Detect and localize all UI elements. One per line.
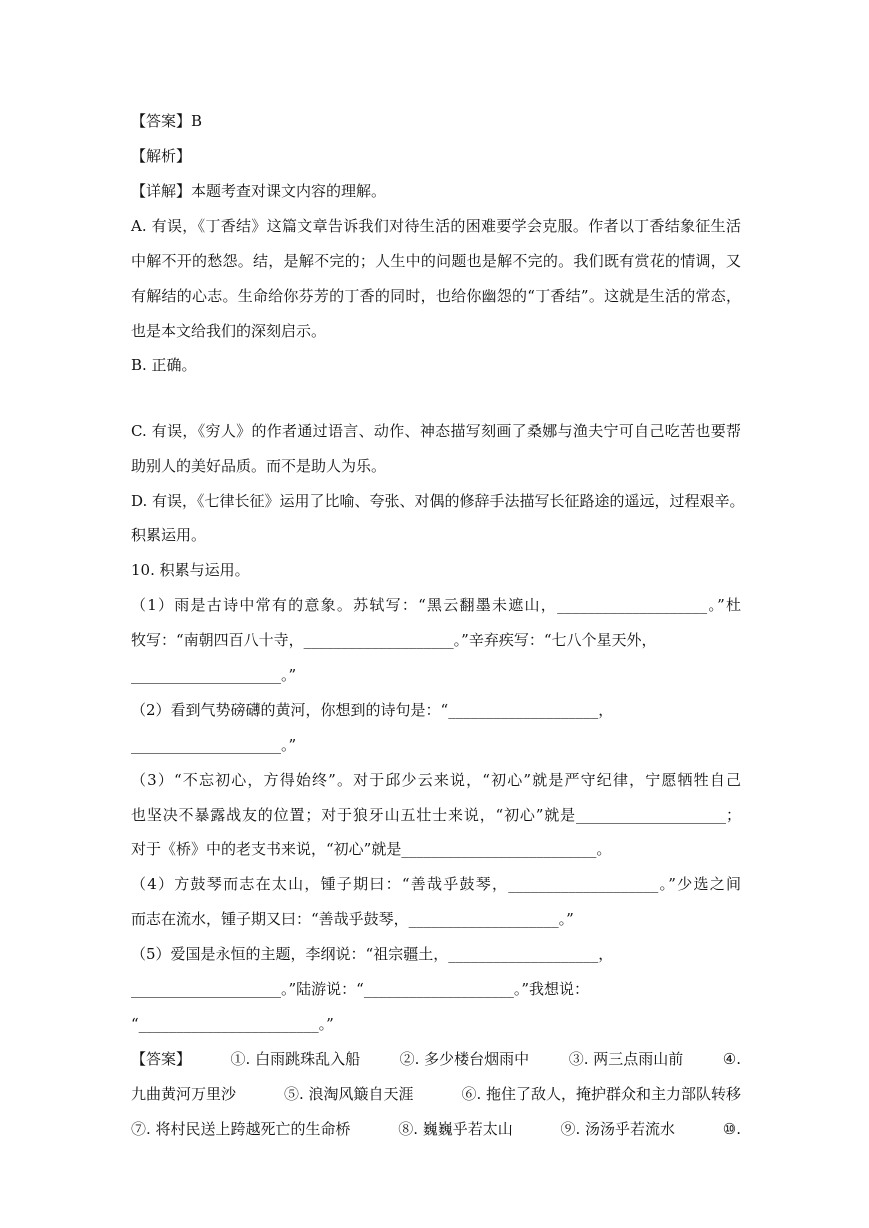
answer-row-1 <box>131 1048 741 1070</box>
answer-item-9: ⑨. 汤汤乎若流水 <box>560 1120 676 1138</box>
answer-item-10-number: ⑩. <box>722 1120 741 1138</box>
option-d-line-1: D. 有误，《七律长征》运用了比喻、夸张、对偶的修辞手法描写长征路途的遥远，过程艰辛。 <box>131 492 745 510</box>
q10-1-line-3: ____________________。” <box>131 666 297 684</box>
answer-row-2 <box>131 1083 741 1105</box>
q10-2-line-1: （2）看到气势磅礴的黄河，你想到的诗句是：“____________________， <box>131 701 614 719</box>
answer-item-8: ⑧. 巍巍乎若太山 <box>398 1120 513 1138</box>
answer-item-6: ⑥. 拖住了敌人，掩护群众和主力部队转移 <box>461 1085 741 1103</box>
answer-item-1: ①. 白雨跳珠乱入船 <box>230 1050 361 1068</box>
answer-item-4-text: 九曲黄河万里沙 <box>131 1085 237 1103</box>
option-a-line-2: 中解不开的愁怨。结，是解不完的；人生中的问题也是解不完的。我们既有赏花的情调，又 <box>131 252 741 270</box>
q10-5-line-2: ____________________。”陆游说：“____________________。”我想说： <box>131 980 590 998</box>
option-a-line-1: A. 有误，《丁香结》这篇文章告诉我们对待生活的困难要学会克服。作者以丁香结象征生活 <box>131 217 741 235</box>
answer-item-7: ⑦. 将村民送上跨越死亡的生命桥 <box>131 1120 351 1138</box>
q10-5-line-3: “________________________。” <box>131 1015 334 1033</box>
q10-3-line-1: （3）“不忘初心，方得始终”。对于邱少云来说，“初心”就是严守纪律，宁愿牺牲自己 <box>131 771 741 789</box>
q10-4-line-2: 而志在流水，锺子期又曰：“善哉乎鼓琴，____________________。” <box>131 910 574 928</box>
answer-item-4-number: ④. <box>722 1050 741 1068</box>
answer-item-2: ②. 多少楼台烟雨中 <box>399 1050 530 1068</box>
q10-2-line-2: ____________________。” <box>131 736 297 754</box>
option-c-line-2: 助别人的美好品质。而不是助人为乐。 <box>131 457 387 475</box>
option-c-line-1: C. 有误，《穷人》的作者通过语言、动作、神态描写刻画了桑娜与渔夫宁可自己吃苦也要帮 <box>131 422 741 440</box>
analysis-header: 【解析】 <box>131 147 192 165</box>
answer-row-3 <box>131 1118 741 1140</box>
answer-header: 【答案】B <box>131 112 203 130</box>
option-b: B. 正确。 <box>131 356 197 374</box>
q10-5-line-1: （5）爱国是永恒的主题，李纲说：“祖宗疆土，____________________， <box>131 945 614 963</box>
q10-1-line-2: 牧写：“南朝四百八十寺，____________________。”辛弃疾写：“七八个星天外， <box>131 631 657 649</box>
option-a-line-4: 也是本文给我们的深刻启示。 <box>131 322 327 340</box>
q10-4-line-1: （4）方鼓琴而志在太山，锺子期曰：“善哉乎鼓琴，____________________。”少选之间 <box>131 875 741 893</box>
q10-1-line-1: （1）雨是古诗中常有的意象。苏轼写：“黑云翻墨未遮山，____________________。”杜 <box>131 596 741 614</box>
answer-item-5: ⑤. 浪淘风簸自天涯 <box>283 1085 414 1103</box>
answer-item-3: ③. 两三点雨山前 <box>568 1050 684 1068</box>
question-10-title: 10. 积累与运用。 <box>131 561 250 579</box>
q10-3-line-2: 也坚决不暴露战友的位置；对于狼牙山五壮士来说，“初心”就是____________________； <box>131 806 741 824</box>
option-d-line-2: 积累运用。 <box>131 526 207 544</box>
detail-intro: 【详解】本题考查对课文内容的理解。 <box>131 182 387 200</box>
answer-label: 【答案】 <box>131 1050 192 1068</box>
option-a-line-3: 有解结的心志。生命给你芬芳的丁香的同时，也给你幽怨的“丁香结”。这就是生活的常态， <box>131 287 741 305</box>
q10-3-line-3: 对于《桥》中的老支书来说，“初心”就是__________________________。 <box>131 840 612 858</box>
